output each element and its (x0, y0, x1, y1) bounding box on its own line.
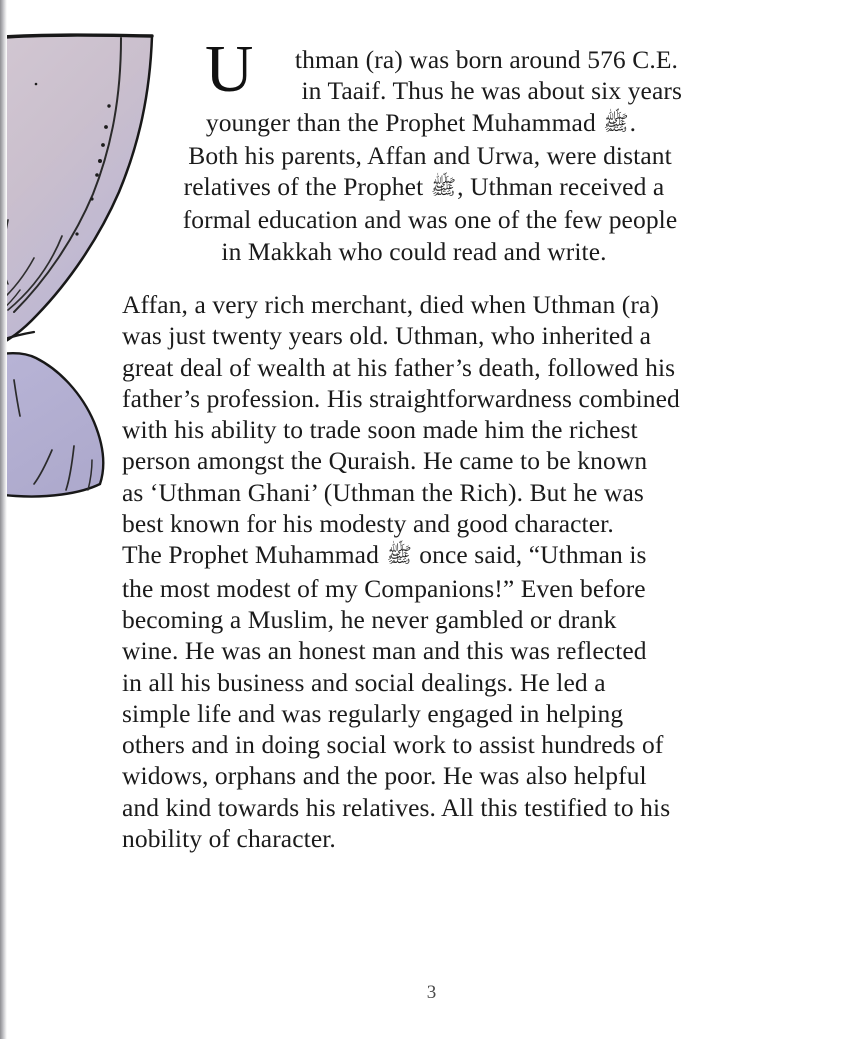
salutation-glyph: ﷺ (430, 175, 457, 200)
body-line: father’s profession. His straightforwardness combined (122, 383, 680, 413)
opening-line: thman (ra) was born around 576 C.E. (294, 45, 678, 74)
body-line: Affan, a very rich merchant, died when Uthman (ra) (122, 290, 659, 319)
opening-paragraph (122, 32, 742, 267)
body-line: best known for his modesty and good character. (122, 509, 614, 539)
opening-line: in Makkah who could read and write. (221, 236, 607, 266)
body-line: as ‘Uthman Ghani’ (Uthman the Rich). But he was (122, 477, 644, 507)
body-line: in all his business and social dealings. He led a (122, 667, 606, 697)
opening-line: younger than the Prophet Muhammad ﷺ. (122, 107, 742, 140)
body-line: The Prophet Muhammad ﷺ once said, “Uthman is (122, 539, 782, 572)
scan-edge (0, 0, 7, 1039)
body-line: others and in doing social work to assist hundreds of (122, 730, 664, 760)
body-line: and kind towards his relatives. All this testified to his (122, 792, 671, 822)
body-line: person amongst the Quraish. He came to be known (122, 446, 648, 476)
body-line: great deal of wealth at his father’s death, followed his (122, 352, 676, 382)
opening-line: formal education and was one of the few people (182, 205, 678, 235)
opening-line: Both his parents, Affan and Urwa, were distant (188, 140, 672, 170)
body-line: was just twenty years old. Uthman, who inherited a (122, 321, 652, 351)
drop-cap: U (205, 32, 254, 106)
body-line: the most modest of my Companions!” Even before (122, 573, 646, 603)
opening-line: in Taaif. Thus he was about six years (301, 76, 682, 106)
body-line: widows, orphans and the poor. He was also helpful (122, 761, 647, 791)
page-number: 3 (426, 982, 437, 1003)
body-line: nobility of character. (122, 824, 336, 854)
body-paragraph (122, 289, 782, 854)
opening-line: relatives of the Prophet ﷺ, Uthman received a (122, 171, 742, 204)
salutation-glyph: ﷺ (386, 543, 412, 568)
body-line: simple life and was regularly engaged in helping (122, 698, 624, 728)
body-line: becoming a Muslim, he never gambled or drank (122, 604, 617, 634)
body-line: with his ability to trade soon made him the richest (122, 415, 638, 445)
salutation-glyph: ﷺ (603, 110, 629, 135)
body-line: wine. He was an honest man and this was reflected (122, 636, 647, 666)
